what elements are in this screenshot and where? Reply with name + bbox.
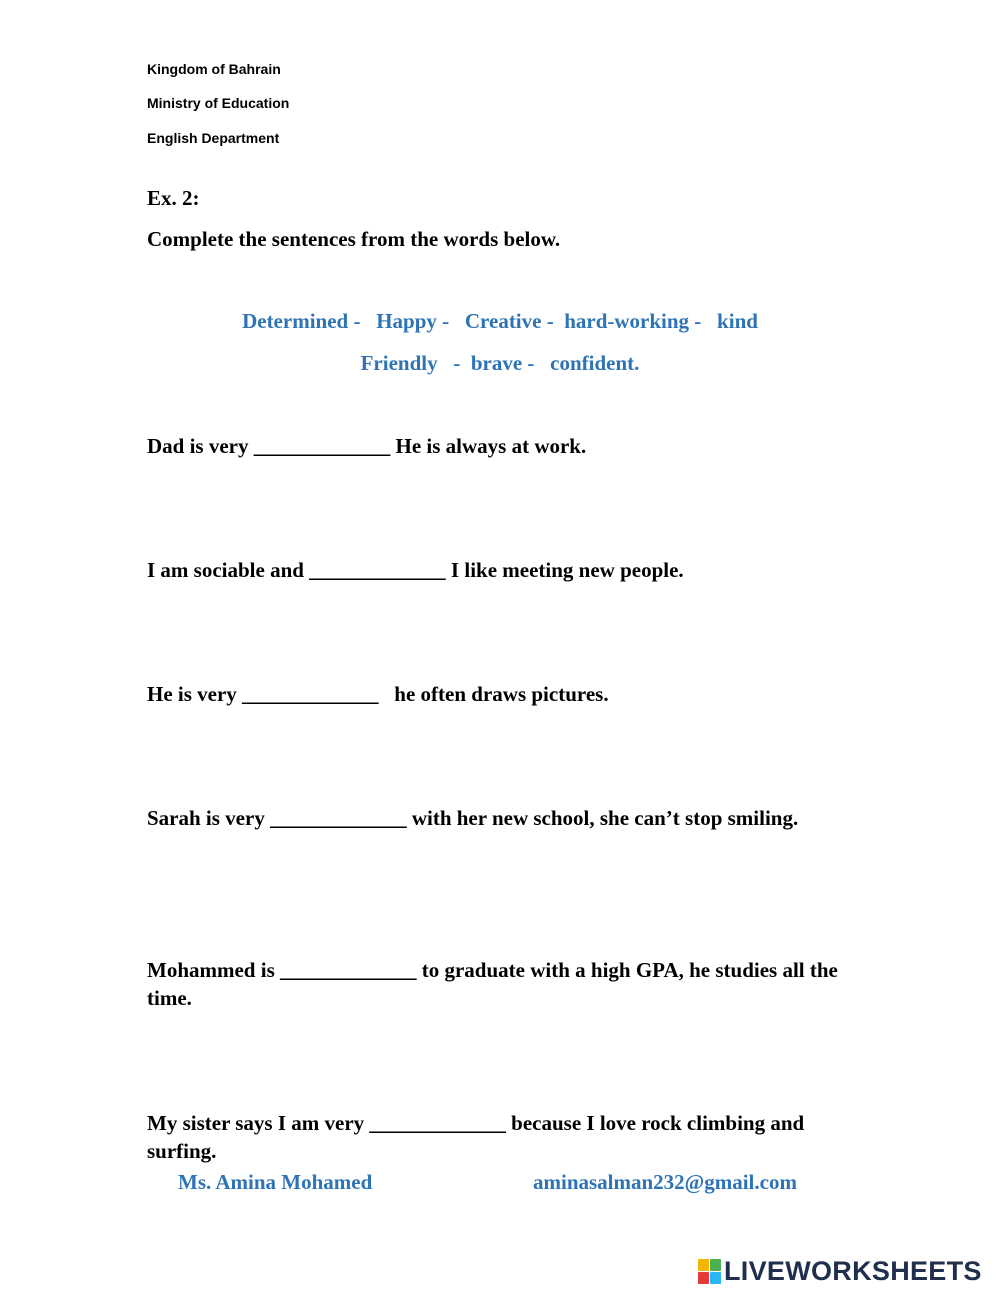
teacher-email: aminasalman232@gmail.com — [533, 1170, 797, 1194]
sentence-1: Dad is very _____________ He is always at work. — [147, 434, 587, 458]
header-kingdom: Kingdom of Bahrain — [147, 61, 281, 77]
exercise-instruction: Complete the sentences from the words below. — [147, 227, 561, 251]
liveworksheets-logo-text: LIVEWORKSHEETS — [724, 1256, 982, 1286]
header-department: English Department — [147, 130, 280, 146]
sentence-4: Sarah is very _____________ with her new school, she can’t stop smiling. — [147, 806, 799, 830]
liveworksheets-logo-icon — [698, 1259, 720, 1283]
sentence-5: Mohammed is _____________ to graduate with a high GPA, he studies all the time. — [147, 958, 844, 1010]
exercise-number: Ex. 2: — [147, 186, 200, 210]
teacher-name: Ms. Amina Mohamed — [178, 1170, 373, 1194]
word-bank-line-2: Friendly - brave - confident. — [360, 351, 640, 375]
sentence-2: I am sociable and _____________ I like meeting new people. — [147, 558, 684, 582]
liveworksheets-logo — [698, 1256, 982, 1286]
header-ministry: Ministry of Education — [147, 95, 290, 111]
word-bank-line-1: Determined - Happy - Creative - hard-working - kind — [242, 309, 758, 333]
sentence-6: My sister says I am very _____________ because I love rock climbing and surfing. — [147, 1111, 810, 1163]
sentence-3: He is very _____________ he often draws pictures. — [147, 682, 609, 706]
